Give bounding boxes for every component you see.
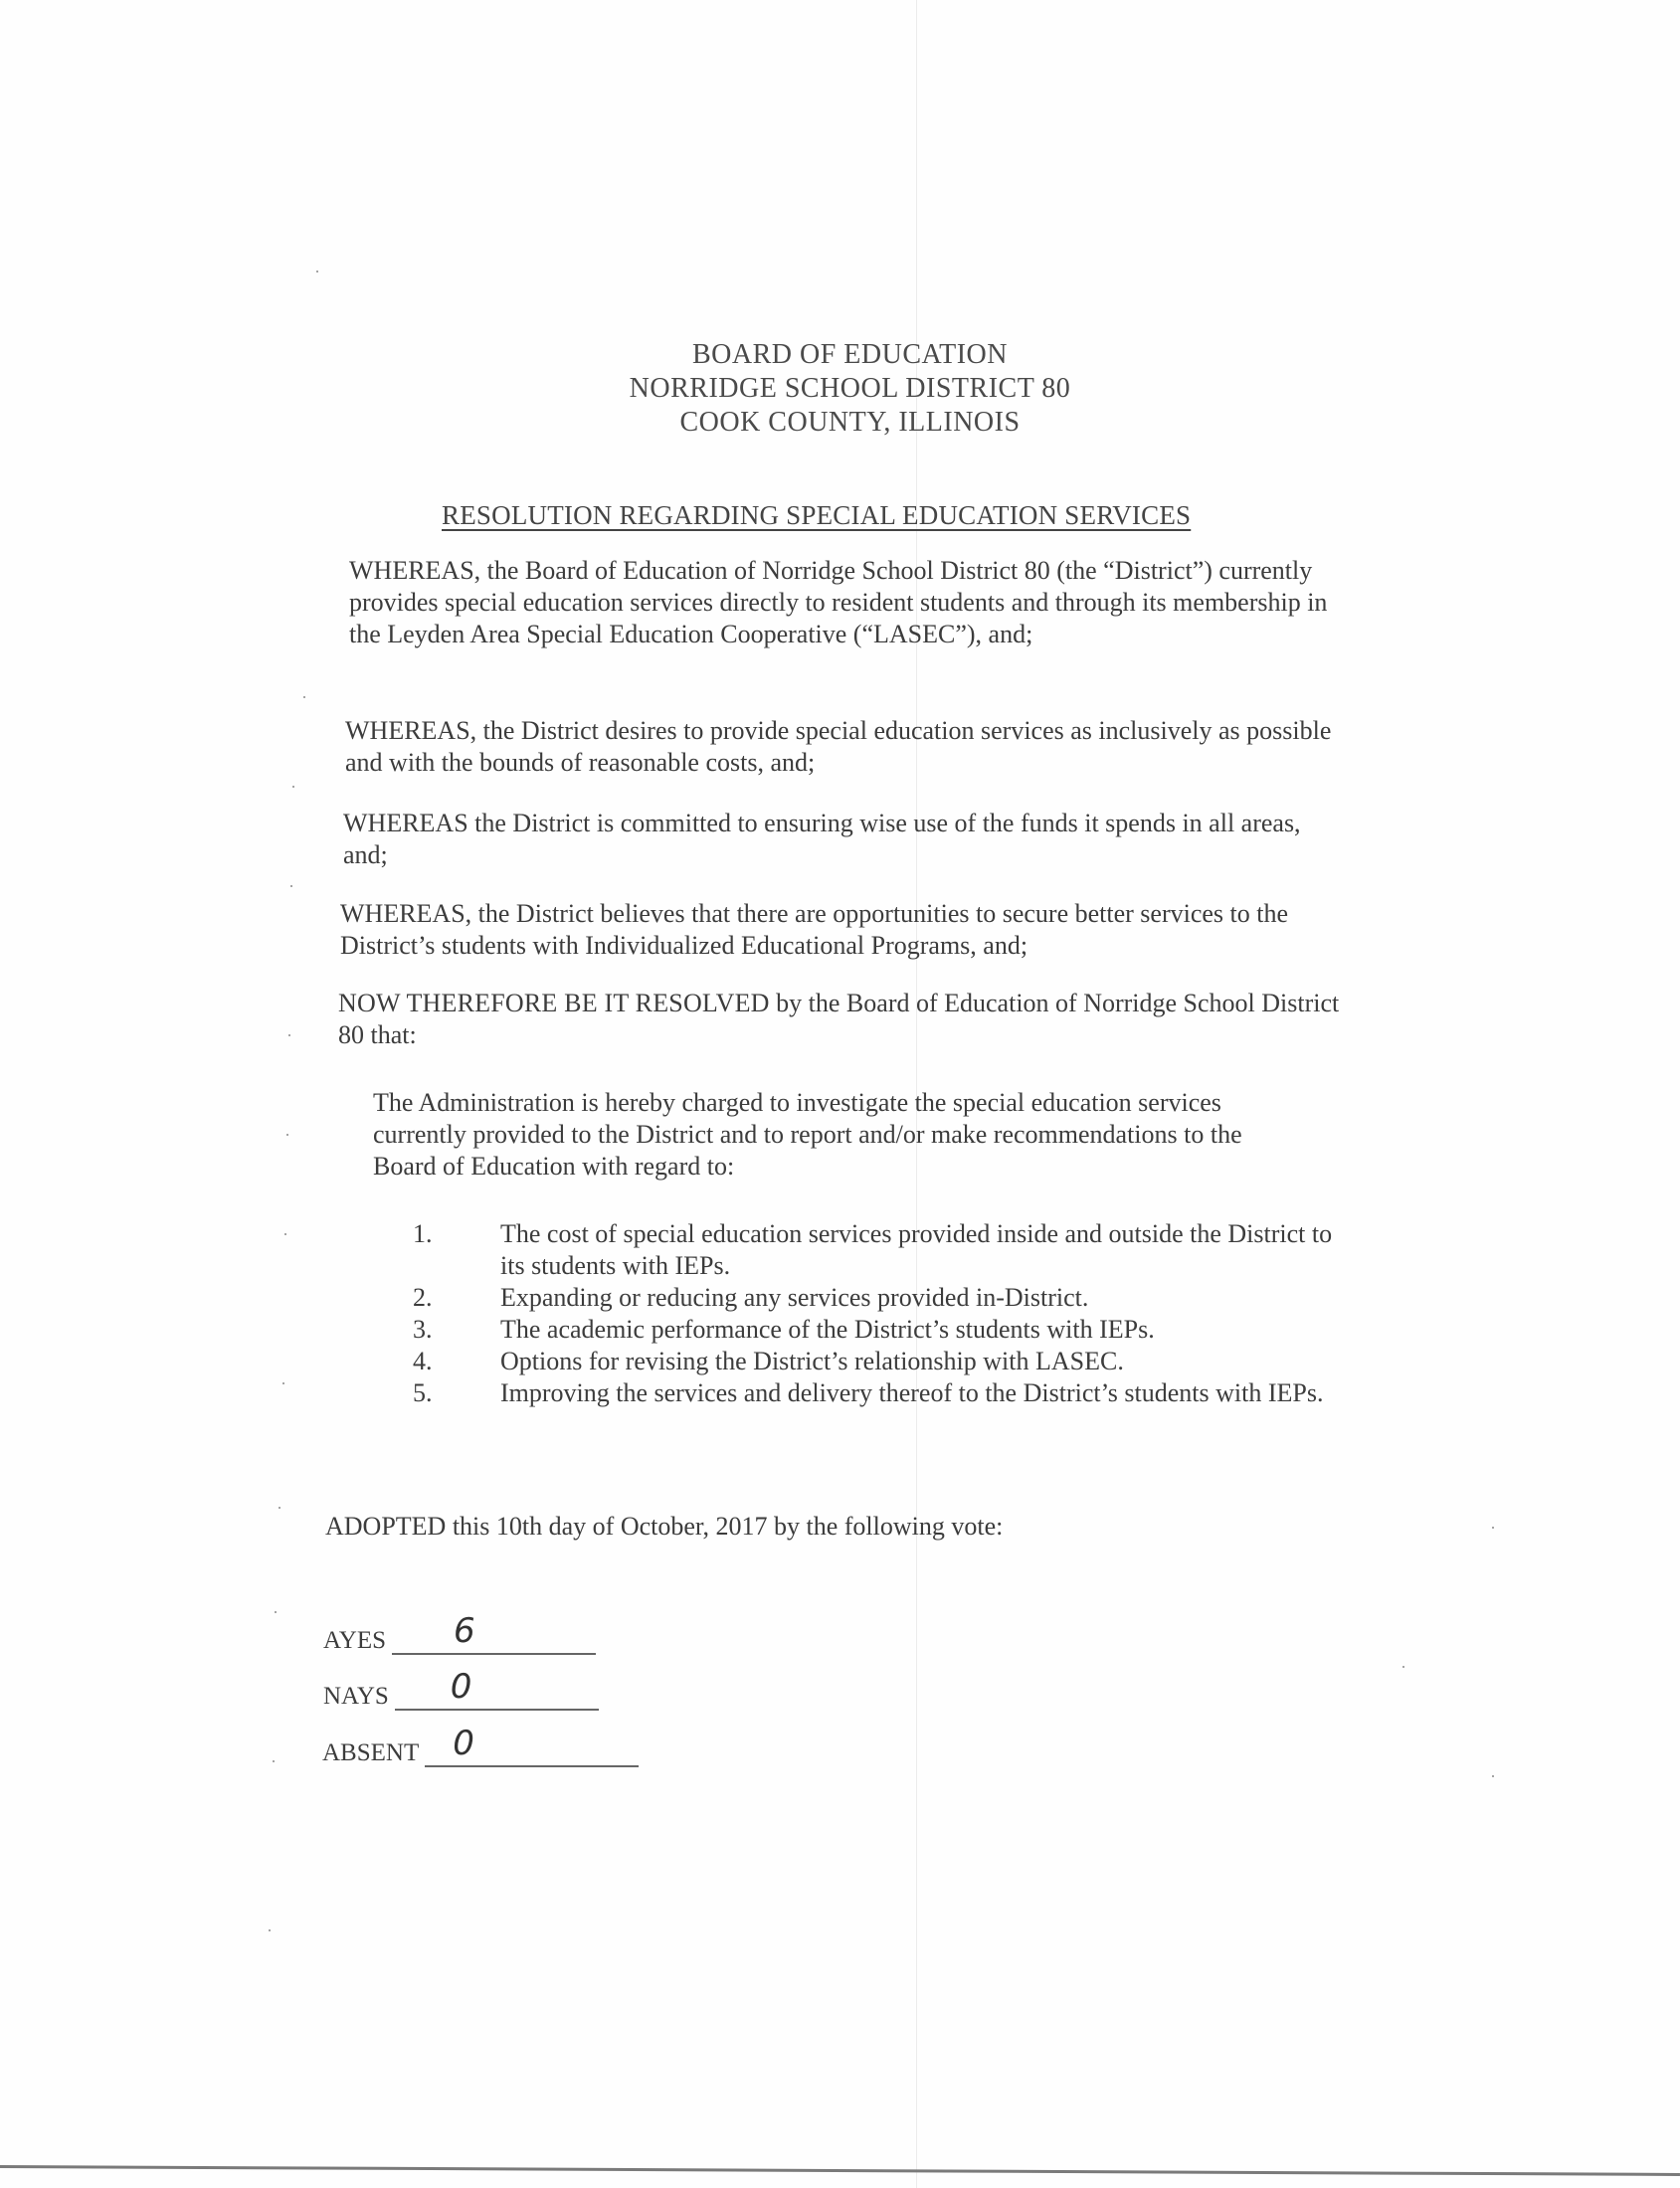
whereas-paragraph: WHEREAS, the District believes that there are opportunities to secure better services to the District’s students with Individualized Educational Programs, and; [340,899,1289,960]
scan-speck [1402,1666,1404,1668]
vote-blank [395,1667,599,1711]
list-item [408,1282,1333,1314]
resolution-title: RESOLUTION REGARDING SPECIAL EDUCATION SERVICES [442,500,1192,530]
scan-speck [282,1382,284,1384]
list-item-text: Expanding or reducing any services provided in-District. [500,1283,1089,1312]
scan-speck [279,1507,280,1509]
scan-speck [275,1611,277,1613]
scan-speck [1492,1775,1494,1777]
vote-ayes [323,1611,596,1655]
vote-label: NAYS [323,1683,389,1710]
charge-paragraph: The Administration is hereby charged to investigate the special education services currently provided to the District and to report and/or make recommendations to the Board of Education with regard to: [373,1088,1242,1181]
list-item-text: The academic performance of the District’s students with IEPs. [500,1315,1155,1344]
scan-speck [269,1929,271,1931]
scan-speck [286,1134,288,1136]
list-item-number: 1. [413,1219,433,1248]
list-item [408,1346,1333,1377]
vote-absent [322,1724,639,1767]
vote-label: AYES [323,1627,386,1654]
scan-speck [1492,1527,1494,1529]
list-item-text: The cost of special education services provided inside and outside the District to its students with IEPs. [500,1219,1333,1280]
list-item-number: 5. [413,1378,433,1407]
recommendation-list [408,1218,1333,1409]
list-item-text: Options for revising the District’s relationship with LASEC. [500,1347,1124,1375]
header-line-county: COOK COUNTY, ILLINOIS [679,407,1021,438]
list-item [408,1314,1333,1346]
scan-bottom-edge [0,2165,1680,2176]
scan-speck [284,1233,286,1235]
header-line-board: BOARD OF EDUCATION [691,339,1008,370]
whereas-paragraph: WHEREAS, the District desires to provide special education services as inclusively as possible and with the bounds of reasonable costs, and; [345,716,1332,777]
document-header [10,338,1680,440]
list-item [408,1377,1333,1409]
whereas-paragraph: WHEREAS the District is committed to ensuring wise use of the funds it spends in all areas, and; [343,809,1301,869]
list-item-number: 2. [413,1283,433,1312]
scan-speck [303,696,305,698]
adopted-statement: ADOPTED this 10th day of October, 2017 by the following vote: [325,1512,1004,1541]
list-item-text: Improving the services and delivery thereof to the District’s students with IEPs. [500,1378,1324,1407]
header-line-district: NORRIDGE SCHOOL DISTRICT 80 [629,373,1071,404]
scan-speck [292,786,294,788]
vote-handwritten-value: 0 [450,1667,472,1707]
scan-speck [288,1034,290,1036]
list-item [408,1218,1333,1282]
scan-speck [273,1760,275,1762]
scan-speck [290,885,292,887]
list-item-number: 4. [413,1347,433,1375]
vote-blank [425,1724,639,1767]
vote-nays [323,1667,599,1711]
vote-handwritten-value: 6 [454,1611,475,1651]
resolved-rest: by the Board of Education of Norridge School District 80 that: [338,989,1340,1049]
whereas-paragraph: WHEREAS, the Board of Education of Norridge School District 80 (the “District”) currently provides special education services directly to resident students and through its membership in the Leyden Area Special Education Cooperative (“LASEC”), and; [349,556,1328,648]
vote-label: ABSENT [322,1739,420,1766]
resolved-paragraph [338,988,1343,1051]
vote-blank [392,1611,596,1655]
vote-handwritten-value: 0 [453,1724,474,1763]
resolved-lead: NOW THEREFORE BE IT RESOLVED [338,989,770,1017]
scan-speck [316,271,318,273]
list-item-number: 3. [413,1315,433,1344]
